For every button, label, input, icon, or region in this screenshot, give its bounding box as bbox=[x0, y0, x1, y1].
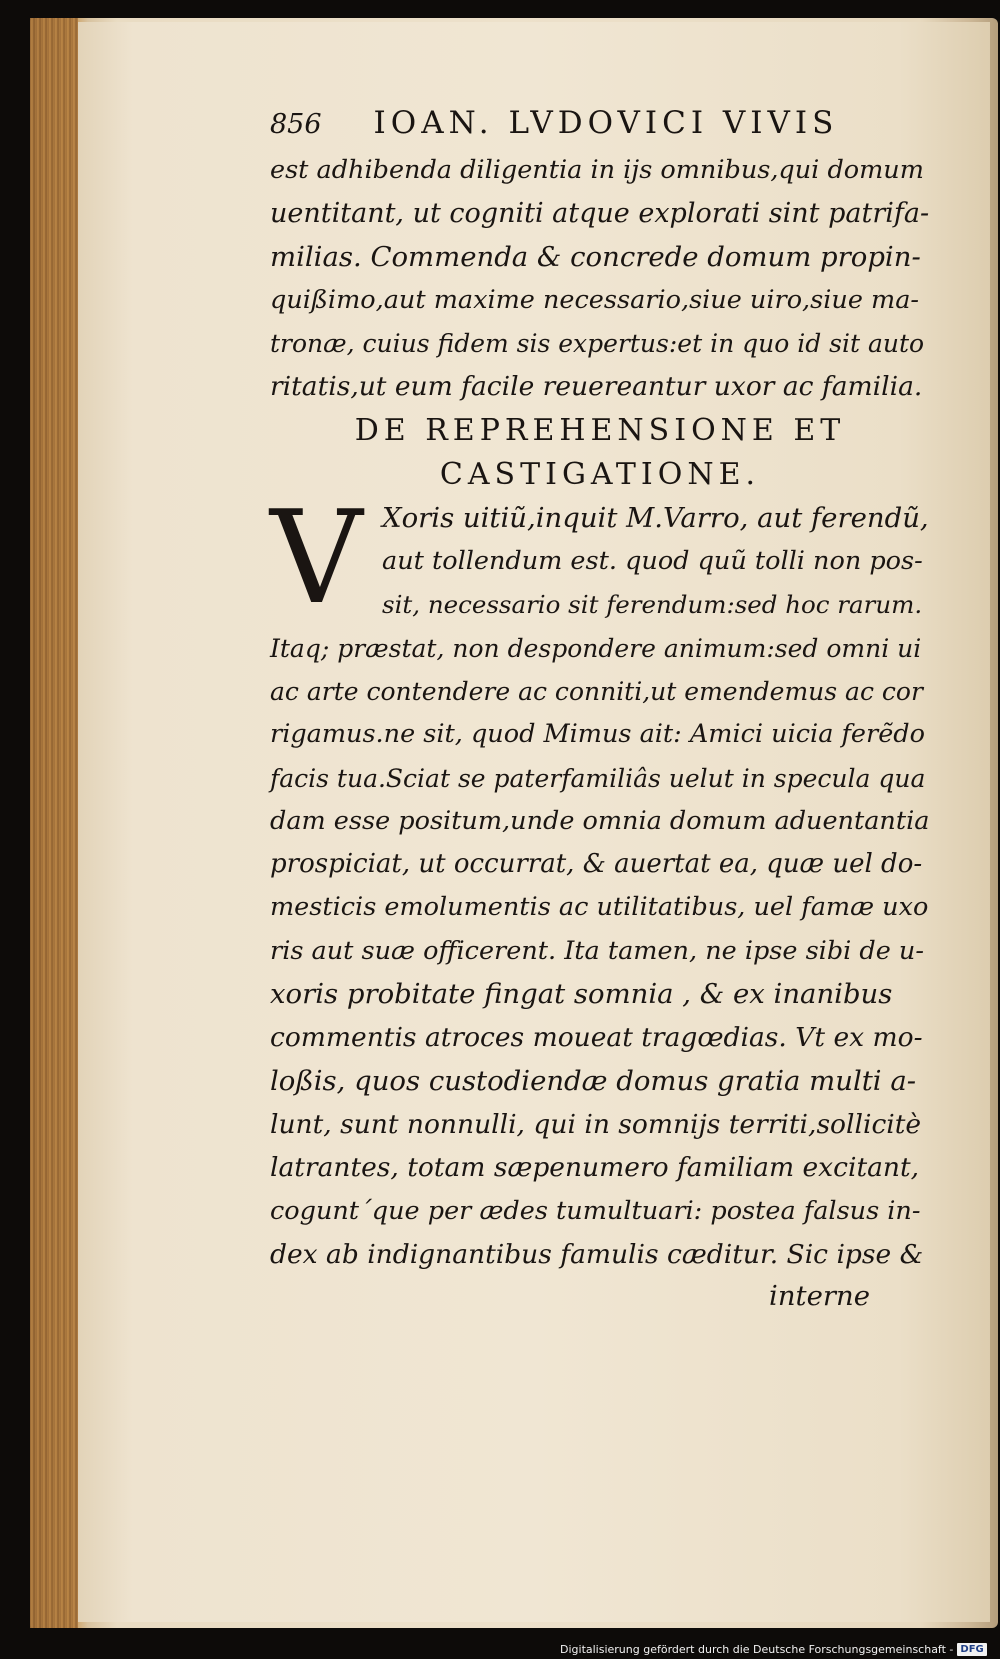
text-line: Itaq; præstat, non despondere animum:sed omni ui bbox=[270, 633, 922, 663]
text-line: ac arte contendere ac conniti,ut emendemus ac cor bbox=[270, 676, 923, 706]
running-title: IOAN. LVDOVICI VIVIS bbox=[373, 105, 839, 141]
section-heading-line-1: DE REPREHENSIONE ET bbox=[354, 412, 846, 448]
text-line: lunt, sunt nonnulli, qui in somnijs territi,sollicitè bbox=[270, 1108, 922, 1140]
text-line: cogunt´que per ædes tumultuari: postea falsus in- bbox=[270, 1195, 921, 1226]
text-line: loßis, quos custodiendæ domus gratia multi a- bbox=[270, 1064, 917, 1097]
text-line: facis tua.Sciat se paterfamiliâs uelut in specula qua bbox=[270, 763, 926, 793]
text-line: dex ab indignantibus famulis cæditur. Sic ipse & bbox=[270, 1238, 924, 1270]
text-line: ritatis,ut eum facile reuereantur uxor ac familia. bbox=[270, 371, 923, 403]
initial-paragraph bbox=[270, 483, 930, 633]
text-line: aut tollendum est. quod quũ tolli non pos- bbox=[382, 546, 923, 577]
text-block bbox=[270, 105, 930, 1316]
text-line: est adhibenda diligentia in ijs omnibus,qui domum bbox=[270, 155, 924, 185]
dfg-logo: DFG bbox=[957, 1643, 986, 1656]
text-line: commentis atroces moueat tragœdias. Vt ex mo- bbox=[270, 1022, 923, 1054]
text-line: rigamus.ne sit, quod Mimus ait: Amici uicia ferẽdo bbox=[270, 719, 925, 750]
text-line: tronæ, cuius fidem sis expertus:et in quo id sit auto bbox=[270, 329, 925, 359]
running-header bbox=[270, 105, 930, 145]
text-line: sit, necessario sit ferendum:sed hoc rarum. bbox=[382, 590, 923, 620]
digitization-footer bbox=[560, 1641, 987, 1657]
text-line: prospiciat, ut occurrat, & auertat ea, quæ uel do- bbox=[270, 849, 923, 880]
text-line: ris aut suæ officerent. Ita tamen, ne ipse sibi de u- bbox=[270, 935, 924, 966]
catchword: interne bbox=[769, 1280, 870, 1313]
page-edges bbox=[30, 18, 78, 1628]
drop-cap-initial: V bbox=[270, 483, 363, 633]
text-line: mesticis emolumentis ac utilitatibus, uel famæ uxo bbox=[270, 892, 929, 923]
text-line: Xoris uitiũ,inquit M.Varro, aut ferendũ, bbox=[382, 501, 929, 534]
footer-credit: Digitalisierung gefördert durch die Deutsche Forschungsgemeinschaft - bbox=[560, 1642, 954, 1656]
text-line: latrantes, totam sæpenumero familiam excitant, bbox=[270, 1152, 920, 1184]
section-heading-line-2: CASTIGATIONE. bbox=[439, 456, 761, 492]
text-line: milias. Commenda & concrede domum propin- bbox=[270, 240, 921, 273]
text-line: quißimo,aut maxime necessario,siue uiro,siue ma- bbox=[270, 284, 920, 315]
text-line: xoris probitate fingat somnia , & ex inanibus bbox=[270, 978, 893, 1011]
page-number: 856 bbox=[270, 109, 322, 140]
text-line: dam esse positum,unde omnia domum aduentantia bbox=[270, 805, 930, 836]
text-line: uentitant, ut cogniti atque explorati sint patrifa- bbox=[270, 198, 930, 230]
